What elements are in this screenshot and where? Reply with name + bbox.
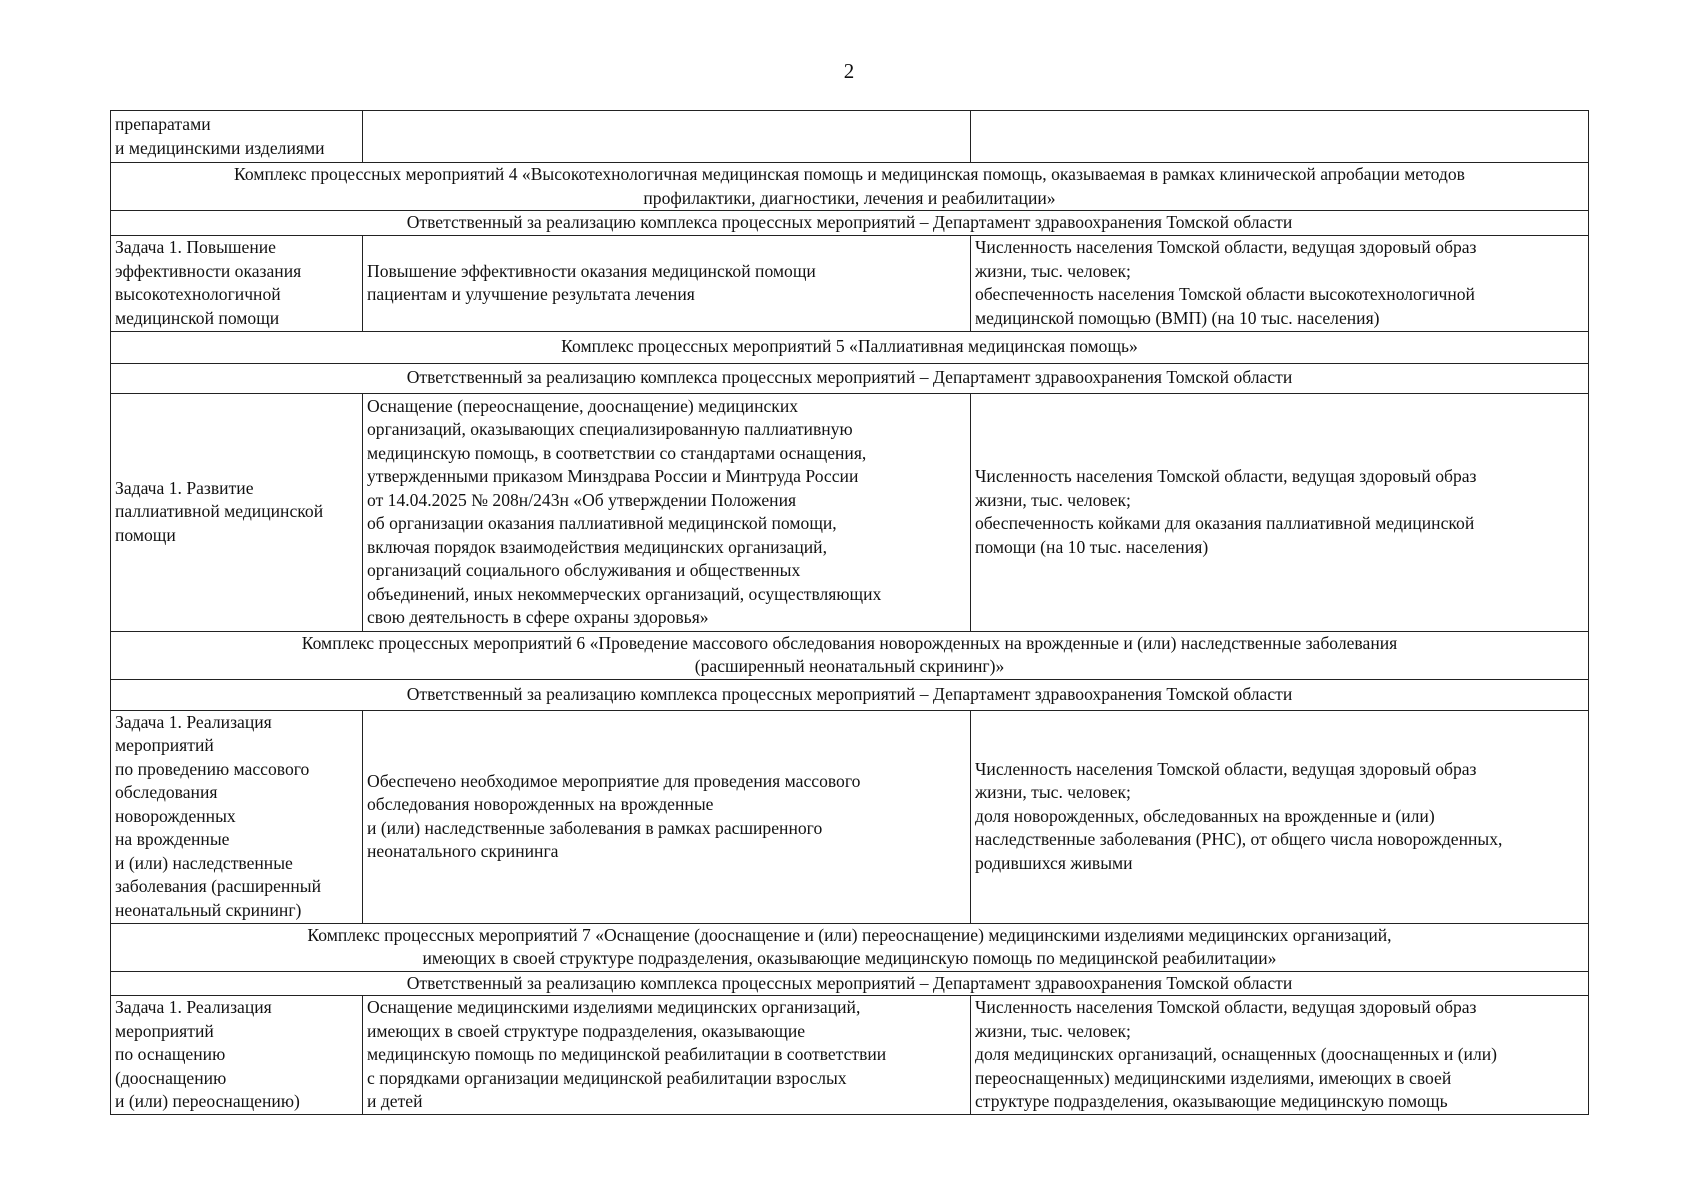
responsible-row bbox=[111, 211, 1589, 236]
responsible-text: Ответственный за реализацию комплекса процессных мероприятий – Департамент здравоохранения Томской области bbox=[111, 211, 1589, 236]
complex-header-row bbox=[111, 923, 1589, 971]
indicator-cell: Численность населения Томской области, ведущая здоровый образ жизни, тыс. человек; доля медицинских организаций, оснащенных (дооснащенных и (или) переоснащенных) медицинскими изделиями, имеющих в своей структуре подразделения, оказывающие медицинскую помощь bbox=[971, 996, 1589, 1115]
table-row bbox=[111, 710, 1589, 923]
responsible-row bbox=[111, 679, 1589, 710]
table-row bbox=[111, 111, 1589, 163]
task-cell: препаратами и медицинскими изделиями bbox=[111, 111, 363, 163]
table-row bbox=[111, 393, 1589, 631]
result-cell: Оснащение медицинскими изделиями медицинских организаций, имеющих в своей структуре подразделения, оказывающие медицинскую помощь по медицинской реабилитации в соответствии с порядками организации медицинской реабилитации взрослых и детей bbox=[363, 996, 971, 1115]
complex-title: Комплекс процессных мероприятий 7 «Оснащение (дооснащение и (или) переоснащение) медицинскими изделиями медицинских организаций, имеющих в своей структуре подразделения, оказывающие медицинскую помощь по медицинской реабилитации» bbox=[111, 923, 1589, 971]
responsible-row bbox=[111, 971, 1589, 996]
page-number: 2 bbox=[843, 59, 855, 83]
complex-header-row bbox=[111, 631, 1589, 679]
table-row bbox=[111, 996, 1589, 1115]
result-cell: Повышение эффективности оказания медицинской помощи пациентам и улучшение результата лечения bbox=[363, 235, 971, 331]
complex-header-row bbox=[111, 163, 1589, 211]
task-cell: Задача 1. Развитие паллиативной медицинской помощи bbox=[111, 393, 363, 631]
task-cell: Задача 1. Реализация мероприятий по оснащению (дооснащению и (или) переоснащению) bbox=[111, 996, 363, 1115]
indicator-cell bbox=[971, 111, 1589, 163]
responsible-text: Ответственный за реализацию комплекса процессных мероприятий – Департамент здравоохранения Томской области bbox=[111, 971, 1589, 996]
indicator-cell: Численность населения Томской области, ведущая здоровый образ жизни, тыс. человек; доля новорожденных, обследованных на врожденные и (или) наследственные заболевания (РНС), от общего числа новорожденных, родившихся живыми bbox=[971, 710, 1589, 923]
indicator-cell: Численность населения Томской области, ведущая здоровый образ жизни, тыс. человек; обеспеченность населения Томской области высокотехнологичной медицинской помощью (ВМП) (на 10 тыс. населения) bbox=[971, 235, 1589, 331]
complex-header-row bbox=[111, 331, 1589, 363]
task-cell: Задача 1. Повышение эффективности оказания высокотехнологичной медицинской помощи bbox=[111, 235, 363, 331]
result-cell: Оснащение (переоснащение, дооснащение) медицинских организаций, оказывающих специализированную паллиативную медицинскую помощь, в соответствии со стандартами оснащения, утвержденными приказом Минздрава России и Минтруда России от 14.04.2025 № 208н/243н «Об утверждении Положения об организации оказания паллиативной медицинской помощи, включая порядок взаимодействия медицинских организаций, организаций социального обслуживания и общественных объединений, иных некоммерческих организаций, осуществляющих свою деятельность в сфере охраны здоровья» bbox=[363, 393, 971, 631]
responsible-row bbox=[111, 363, 1589, 393]
table-row bbox=[111, 235, 1589, 331]
responsible-text: Ответственный за реализацию комплекса процессных мероприятий – Департамент здравоохранения Томской области bbox=[111, 679, 1589, 710]
responsible-text: Ответственный за реализацию комплекса процессных мероприятий – Департамент здравоохранения Томской области bbox=[111, 363, 1589, 393]
program-table bbox=[110, 110, 1589, 1115]
complex-title: Комплекс процессных мероприятий 5 «Паллиативная медицинская помощь» bbox=[111, 331, 1589, 363]
task-cell: Задача 1. Реализация мероприятий по проведению массового обследования новорожденных на врожденные и (или) наследственные заболевания (расширенный неонатальный скрининг) bbox=[111, 710, 363, 923]
complex-title: Комплекс процессных мероприятий 4 «Высокотехнологичная медицинская помощь и медицинская помощь, оказываемая в рамках клинической апробации методов профилактики, диагностики, лечения и реабилитации» bbox=[111, 163, 1589, 211]
result-cell: Обеспечено необходимое мероприятие для проведения массового обследования новорожденных на врожденные и (или) наследственные заболевания в рамках расширенного неонатального скрининга bbox=[363, 710, 971, 923]
indicator-cell: Численность населения Томской области, ведущая здоровый образ жизни, тыс. человек; обеспеченность койками для оказания паллиативной медицинской помощи (на 10 тыс. населения) bbox=[971, 393, 1589, 631]
result-cell bbox=[363, 111, 971, 163]
complex-title: Комплекс процессных мероприятий 6 «Проведение массового обследования новорожденных на врожденные и (или) наследственные заболевания (расширенный неонатальный скрининг)» bbox=[111, 631, 1589, 679]
